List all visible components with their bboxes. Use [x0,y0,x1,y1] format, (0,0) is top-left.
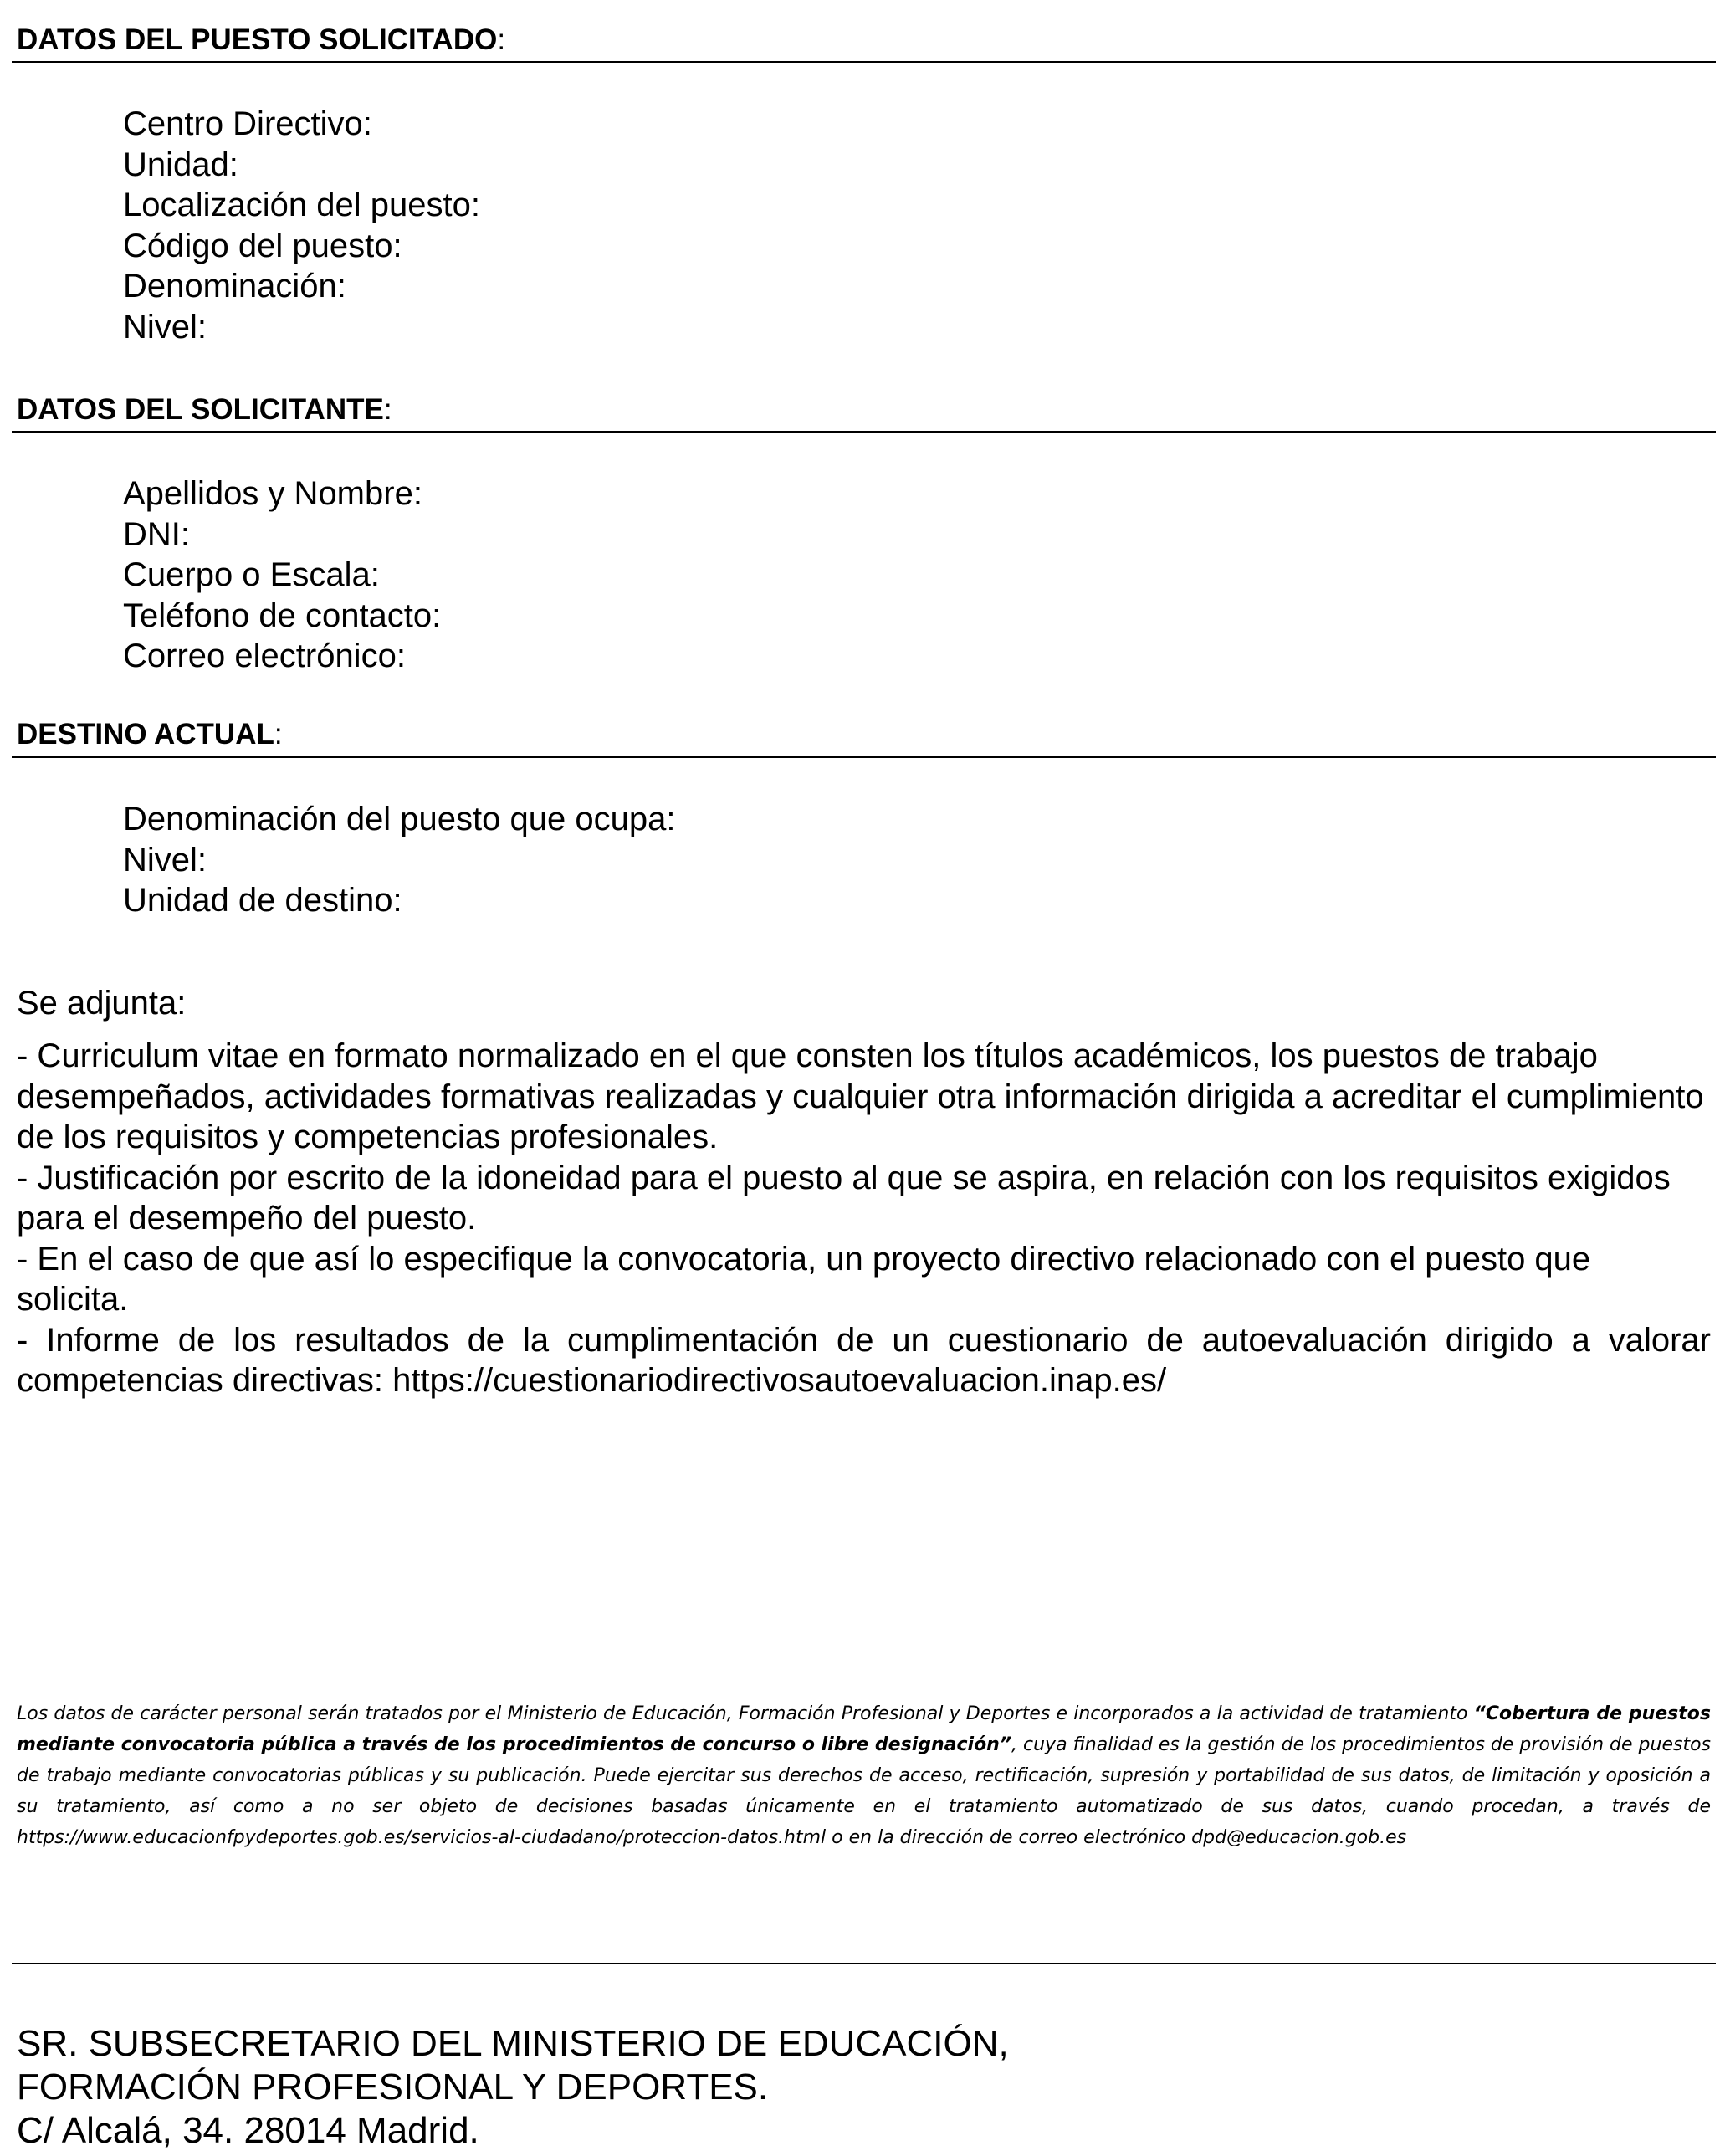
field-label: Localización del puesto: [123,187,480,223]
section-colon: : [383,393,392,426]
field-list-puesto-solicitado [123,104,480,347]
field-label: Centro Directivo: [123,105,372,142]
privacy-text: Los datos de carácter personal serán tratados por el Ministerio de Educación, Formación Profesional y Deportes e incorporados a la actividad de tratamiento [17,1703,1474,1724]
attachments-title: Se adjunta: [17,985,187,1022]
addressee-line: C/ Alcalá, 34. 28014 Madrid. [17,2110,479,2151]
field-label: Teléfono de contacto: [123,597,442,634]
field-label: Cuerpo o Escala: [123,556,380,593]
section-heading: DATOS DEL PUESTO SOLICITADO [17,23,498,56]
section-divider [12,431,1716,433]
field-label: Nivel: [123,841,207,878]
attachment-item: - Justificación por escrito de la idoneidad para el puesto al que se aspira, en relación con los requisitos exigidos para el desempeño del puesto. [17,1159,1671,1237]
section-divider [12,756,1716,758]
field-label: DNI: [123,515,190,553]
section-title-solicitante [17,393,392,427]
field-list-destino-actual [123,799,675,921]
field-label: Denominación: [123,268,346,305]
field-list-solicitante [123,474,441,677]
attachment-item: - En el caso de que así lo especifique la convocatoria, un proyecto directivo relacionado con el puesto que solicita. [17,1240,1591,1318]
addressee-block [17,2022,1009,2153]
field-label: Denominación del puesto que ocupa: [123,801,676,837]
field-label: Unidad: [123,146,238,183]
section-title-puesto-solicitado [17,23,505,57]
section-colon: : [497,23,506,56]
section-heading: DESTINO ACTUAL [17,718,274,750]
attachment-item: - Curriculum vitae en formato normalizado en el que consten los títulos académicos, los puestos de trabajo desempeñados, actividades formativas realizadas y cualquier otra información dirigida a acreditar el cumplimiento de los requisitos y competencias profesionales. [17,1037,1704,1155]
section-colon: : [274,718,283,750]
field-label: Unidad de destino: [123,882,402,919]
addressee-line: FORMACIÓN PROFESIONAL Y DEPORTES. [17,2066,769,2107]
privacy-notice [17,1698,1711,1853]
privacy-activity-name: “Cobertura de puestos mediante convocatoria pública a través de los procedimientos de concurso o libre designación” [17,1703,1711,1755]
footer-divider [12,1963,1716,1964]
section-divider [12,61,1716,63]
field-label: Código del puesto: [123,227,402,264]
addressee-line: SR. SUBSECRETARIO DEL MINISTERIO DE EDUCACIÓN, [17,2023,1009,2064]
field-label: Apellidos y Nombre: [123,475,422,512]
field-label: Nivel: [123,308,207,346]
attachment-item: - Informe de los resultados de la cumplimentación de un cuestionario de autoevaluación dirigido a valorar competencias directivas: https://cuestionariodirectivosautoevaluacion.inap.es/ [17,1321,1711,1399]
attachments-list [17,1036,1711,1401]
field-label: Correo electrónico: [123,638,406,674]
privacy-text: , cuya finalidad es la gestión de los procedimientos de provisión de puestos de trabajo mediante convocatorias públicas y su publicación. Puede ejercitar sus derechos de acceso, rectificación, supresión y portabilidad de sus datos, de limitación y oposición a su tratamiento, así como a no ser objeto de decisiones basadas únicamente en el tratamiento automatizado de sus datos, cuando procedan, a través de https://www.educacionfpydeportes.gob.es/servicios-al-ciudadano/proteccion-datos.html o en la dirección de correo electrónico dpd@educacion.gob.es [17,1734,1711,1848]
section-title-destino-actual [17,718,283,751]
section-heading: DATOS DEL SOLICITANTE [17,393,384,426]
